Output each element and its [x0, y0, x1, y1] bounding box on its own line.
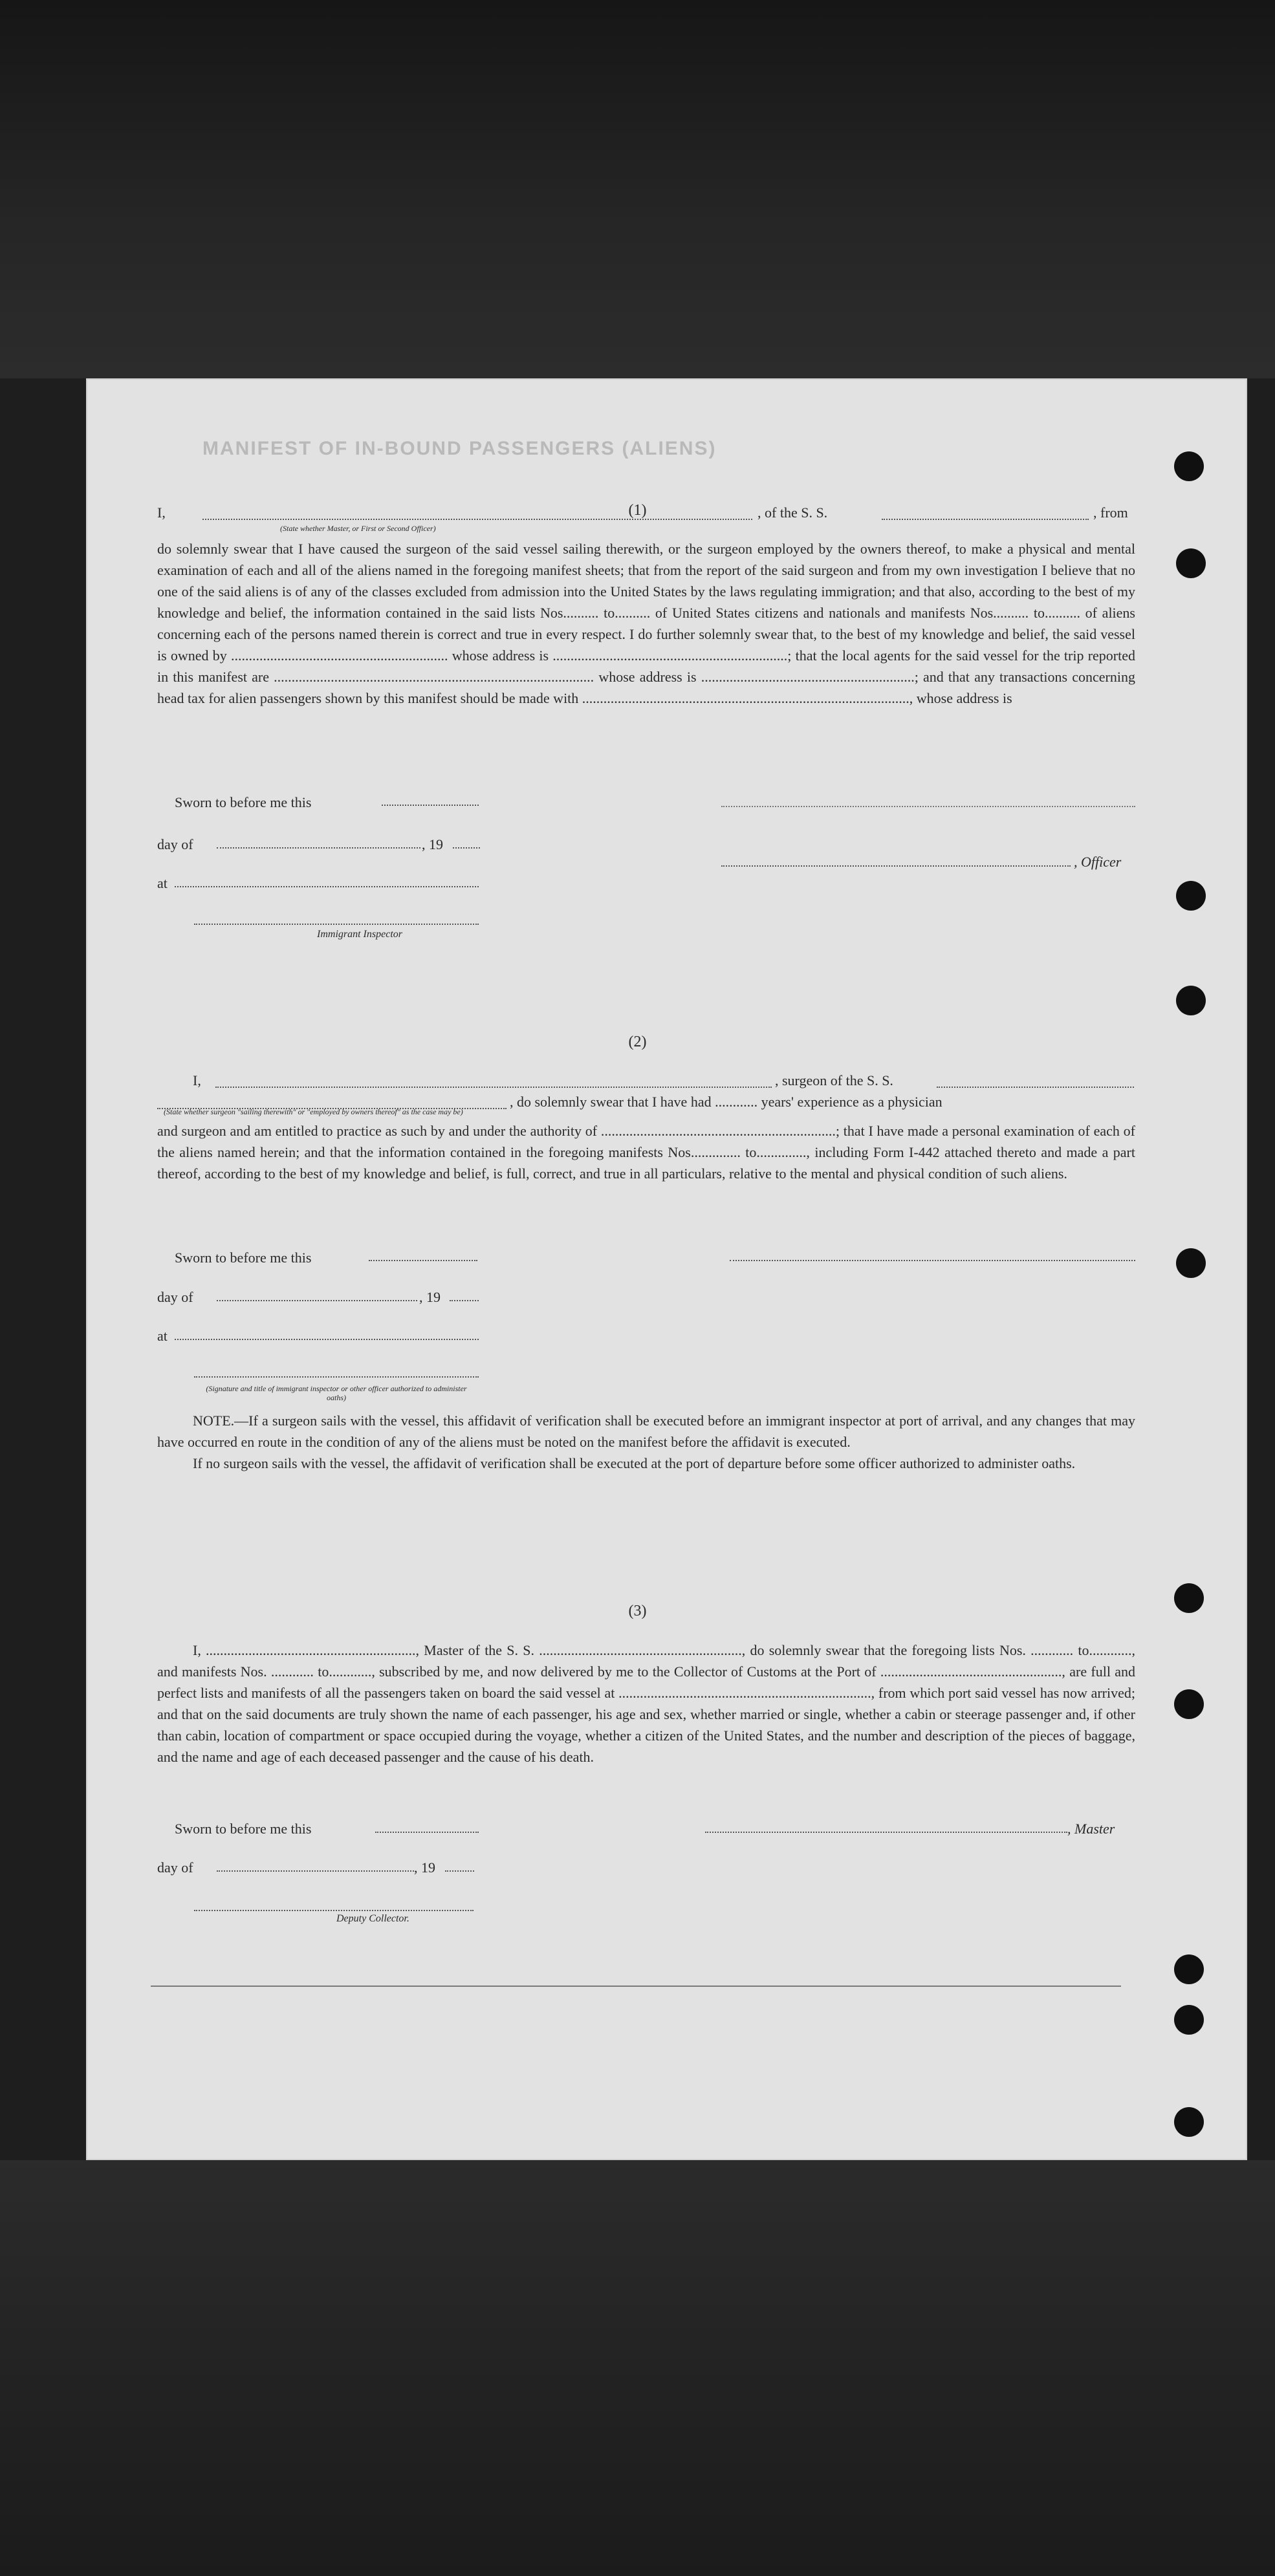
s2-sworn-label: Sworn to before me this [175, 1250, 312, 1266]
s2-year-field[interactable] [450, 1300, 479, 1301]
section-1-I: I, [157, 504, 166, 521]
s2-at-label: at [157, 1328, 168, 1344]
section-2 [157, 1070, 1135, 1184]
s3-master-signature-line[interactable] [705, 1832, 1067, 1833]
s1-at-label: at [157, 875, 168, 891]
section-2-number: (2) [628, 1034, 647, 1050]
note-surgeon-sails: NOTE.—If a surgeon sails with the vessel, this affidavit of verification shall be executed before an immigrant inspector at port of arrival, and any changes that may have occurred en route in the condition of any of the aliens must be noted on the manifest before the affidavit is executed. [157, 1412, 1135, 1450]
binder-hole [1176, 1248, 1206, 1278]
s1-signature-line[interactable] [721, 806, 1135, 807]
section-3-oath: I, ..........................................................., Master of the S. S. ........................................................., do solemnly swear that the foregoing lists Nos. ............ to............, and manifests Nos. ............ to............, subscribed by me, and now delivered by me to the Collector of Customs at the Port of ..................................................., are full and perfect lists and manifests of all the passengers taken on board the said vessel at ......................................................................., from which port said vessel has now arrived; and that on the said documents are truly shown the name of each passenger, his age and sex, whether married or single, whether a cabin or steerage passenger and, if other than cabin, location of compartment or space occupied during the voyage, whether a citizen of the United States, and the number and description of the pieces of baggage, and the name and age of each deceased passenger and the cause of his death. [157, 1642, 1135, 1765]
bleed-through-header: MANIFEST OF IN-BOUND PASSENGERS (ALIENS) [202, 438, 717, 459]
officer-name-field[interactable] [202, 510, 752, 520]
s3-sworn-date-field[interactable] [375, 1832, 479, 1833]
s2-signature-line[interactable] [730, 1260, 1135, 1261]
s1-sworn-date-field[interactable] [382, 805, 479, 806]
s3-day-of-label: day of [157, 1859, 193, 1876]
section-1-caption: (State whether Master, or First or Second Officer) [280, 524, 436, 533]
s2-sworn-date-field[interactable] [369, 1260, 477, 1261]
s1-year-field[interactable] [453, 847, 480, 849]
s2-at-field[interactable] [175, 1339, 479, 1340]
binder-hole [1174, 451, 1204, 481]
section-2-caption: (State whether surgeon "sailing therewith" or "employed by owners thereof" as the case may be) [164, 1107, 463, 1116]
s3-collector-line[interactable] [194, 1910, 474, 1911]
s1-day-field[interactable] [217, 847, 420, 849]
section-3-number: (3) [628, 1603, 647, 1619]
s1-officer-line[interactable] [721, 865, 1071, 867]
section-2-notes [157, 1410, 1135, 1474]
s3-year-field[interactable] [445, 1870, 474, 1872]
vessel-name-field[interactable] [882, 510, 1089, 520]
binder-hole [1176, 881, 1206, 911]
binder-hole [1174, 2107, 1204, 2137]
section-1-oath: do solemnly swear that I have caused the surgeon of the said vessel sailing therewith, or the surgeon employed by the owners thereof, to make a physical and mental examination of each and all of the aliens named in the foregoing manifest sheets; that from the report of the said surgeon and from my own investigation I believe that no one of the said aliens is of any of the classes excluded from admission into the United States by the laws regulating immigration; and that also, according to the best of my knowledge and belief, the information contained in the said lists Nos.......... to.......... of United States citizens and nationals and manifests Nos.......... to.......... of aliens concerning each of the persons named therein is correct and true in every respect. I do further solemnly swear that, to the best of my knowledge and belief, the said vessel is owned by ............................................................. whose address is ..................................................................; that the local agents for the said vessel for the trip reported in this manifest are .......................................................................................... whose address is ............................................................; and that any transactions concerning head tax for alien passengers shown by this manifest should be made with ............................................................................................, whose address is [157, 541, 1135, 706]
from-label: , from [1093, 504, 1128, 521]
section-3 [157, 1640, 1135, 1768]
s3-master-label: , Master [1067, 1821, 1115, 1837]
note-no-surgeon: If no surgeon sails with the vessel, the affidavit of verification shall be executed at the port of departure before some officer authorized to administer oaths. [193, 1455, 1076, 1471]
s1-officer-label: , Officer [1074, 854, 1122, 870]
s3-day-field[interactable] [217, 1870, 414, 1872]
binder-hole [1174, 1954, 1204, 1984]
binder-hole [1174, 2005, 1204, 2035]
section-1-number: (1) [628, 502, 647, 519]
binder-hole [1176, 986, 1206, 1015]
s1-day-of-label: day of [157, 836, 193, 852]
ss-label: , of the S. S. [757, 504, 828, 521]
s3-sworn-label: Sworn to before me this [175, 1821, 312, 1837]
scanner-background-bottom [0, 2160, 1275, 2576]
bottom-rule [151, 1986, 1121, 1987]
s2-day-field[interactable] [217, 1300, 417, 1301]
s2-day-of-label: day of [157, 1289, 193, 1305]
s2-year-label: , 19 [419, 1289, 441, 1305]
s3-year-label: , 19 [414, 1859, 435, 1876]
scanner-background-top [0, 0, 1275, 378]
s1-inspector-label: Immigrant Inspector [317, 929, 402, 940]
s3-collector-label: Deputy Collector. [336, 1913, 409, 1924]
s1-year-label: , 19 [422, 836, 443, 852]
s2-vessel-field[interactable] [937, 1077, 1134, 1088]
surgeon-ss-label: , surgeon of the S. S. [775, 1072, 893, 1088]
s2-experience-text: , do solemnly swear that I have had ............ years' experience as a physician [510, 1094, 943, 1110]
binder-hole [1174, 1689, 1204, 1719]
s1-sworn-label: Sworn to before me this [175, 794, 312, 810]
section-2-oath: and surgeon and am entitled to practice as such by and under the authority of ..................................................................; that I have made a personal examination of each of the aliens named herein; and that the information contained in the foregoing manifests Nos.............. to.............., including Form I-442 attached thereto and made a part thereof, according to the best of my knowledge and belief, is full, correct, and true in all particulars, relative to the mental and physical condition of such aliens. [157, 1123, 1135, 1182]
s1-at-field[interactable] [175, 886, 479, 887]
section-2-I: I, [193, 1072, 201, 1088]
binder-hole [1176, 548, 1206, 578]
s2-inspector-line[interactable] [194, 1376, 479, 1378]
s2-inspector-label: (Signature and title of immigrant inspector or other officer authorized to administer oaths) [206, 1384, 467, 1402]
s1-inspector-line[interactable] [194, 924, 479, 925]
surgeon-name-field[interactable] [215, 1077, 772, 1088]
section-1 [157, 495, 1135, 709]
